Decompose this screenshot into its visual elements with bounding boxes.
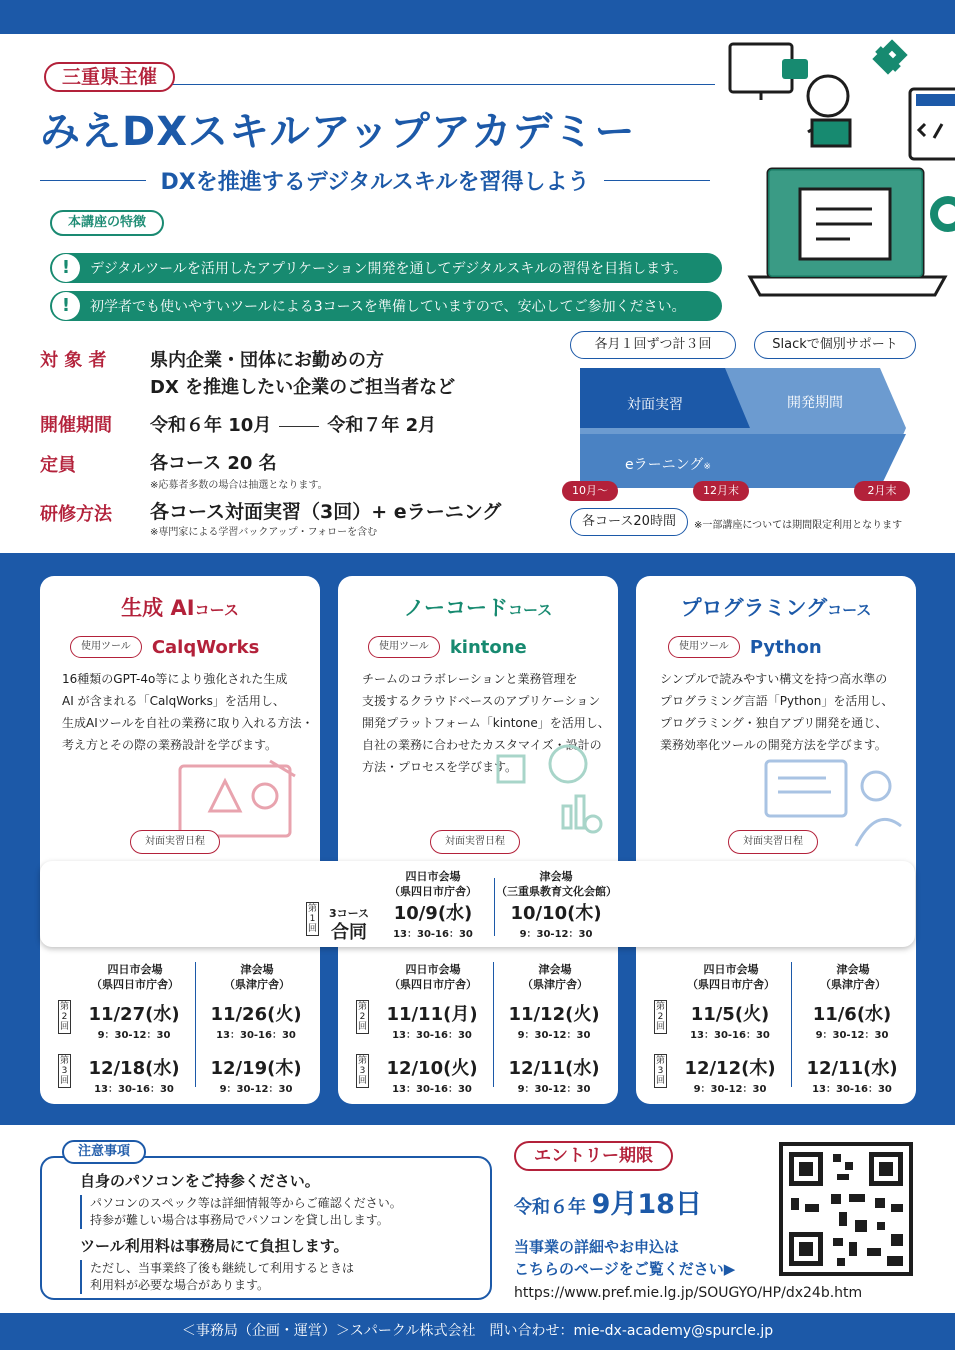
note-body <box>80 1195 480 1229</box>
details-line: 当事業の詳細やお申込は <box>514 1238 680 1256</box>
target-line-1: 県内企業・団体にお勤めの方 <box>150 350 384 371</box>
details-line[interactable]: こちらのページをご覧ください▶ <box>514 1260 736 1278</box>
chat-bubble-icon <box>782 59 808 79</box>
tool-name: Python <box>749 636 822 658</box>
elearning-label <box>625 454 711 474</box>
desc-line: 方法・プロセスを学びます。 <box>362 760 518 774</box>
round-tag: 第3回 <box>655 1056 665 1086</box>
target-label: 対 象 者 <box>40 350 107 371</box>
venue-name: 津会場 <box>240 963 274 976</box>
session-date: 10/10(木) <box>510 903 602 924</box>
subtitle-line-right <box>604 180 710 181</box>
joint-venue-1 <box>378 869 488 940</box>
course-name: 生成 AI <box>121 596 195 620</box>
round-tag: 第2回 <box>655 1002 665 1032</box>
course-title <box>338 592 618 622</box>
column-divider <box>195 962 196 1087</box>
feature-text: 初学者でも使いやすいツールによる3コースを準備していますので、安心してご参加ください。 <box>90 299 686 315</box>
note-line: 持参が難しい場合は事務局でパソコンを貸し出します。 <box>90 1213 389 1227</box>
venue-building: （県四日市庁舎） <box>389 885 477 898</box>
subtitle-line-left <box>40 180 146 181</box>
qr-code[interactable] <box>779 1142 913 1276</box>
round-tag: 第1回 <box>307 904 317 934</box>
joint-label-bottom: 合同 <box>331 922 367 943</box>
venue-building: （県四日市庁舎） <box>687 978 775 991</box>
venue-building: （県四日市庁舎） <box>91 978 179 991</box>
tool-label: 使用ツール <box>368 636 440 658</box>
course-suffix: コース <box>194 601 239 619</box>
face-to-face-label: 対面実習 <box>627 397 683 413</box>
venue-name: 四日市会場 <box>107 963 163 976</box>
course-description <box>660 668 916 756</box>
venue-name: 津会場 <box>836 963 870 976</box>
method-value: 各コース対面実習（3回）+ eラーニング <box>150 501 502 523</box>
session-time: 9：30-12：30 <box>219 1084 293 1095</box>
gear-icon <box>934 200 955 228</box>
session-date: 11/26(火) <box>210 1004 302 1025</box>
method-label: 研修方法 <box>40 504 112 525</box>
desc-line: 16種類のGPT-4o等により強化された生成 <box>62 672 288 686</box>
entry-url[interactable]: https://www.pref.mie.lg.jp/SOUGYO/HP/dx24b.htm <box>514 1285 863 1301</box>
date-start-badge: 10月～ <box>562 481 618 501</box>
slack-pill: Slackで個別サポート <box>754 331 916 359</box>
hours-pill: 各コース20時間 <box>570 508 688 536</box>
session-time: 9：30-12：30 <box>519 929 593 940</box>
feature-text: デジタルツールを活用したアプリケーション開発を通してデジタルスキルの習得を目指します。 <box>90 261 687 277</box>
target-line-2: DX を推進したい企業のご担当者など <box>150 377 456 398</box>
desc-line: AI が含まれる「CalqWorks」を活用し、 <box>62 694 285 708</box>
tool-row <box>368 636 618 658</box>
joint-venue-2 <box>496 869 616 940</box>
course-title <box>636 592 916 622</box>
desc-line: 業務効率化ツールの開発方法を学びます。 <box>660 738 887 752</box>
desc-line: プログラミング言語「Python」を活用し、 <box>660 694 894 708</box>
session-time: 13：30-16：30 <box>690 1030 770 1041</box>
tool-row <box>668 636 916 658</box>
session-date: 12/10(火) <box>386 1058 478 1079</box>
entry-date: 9月18日 <box>591 1189 702 1220</box>
period-dash <box>279 426 319 427</box>
dev-period-label: 開発期間 <box>787 395 843 411</box>
session-time: 13：30-16：30 <box>393 929 473 940</box>
capacity-note: ※応募者多数の場合は抽選となります。 <box>150 480 328 491</box>
course-name: プログラミング <box>680 596 828 620</box>
session-date: 11/12(火) <box>508 1004 600 1025</box>
entry-deadline <box>514 1182 702 1221</box>
period-label: 開催期間 <box>40 415 112 436</box>
person-icon <box>808 76 848 116</box>
round-tag: 第2回 <box>357 1002 367 1032</box>
desc-line: プログラミング・独自アプリ開発を通じ、 <box>660 716 888 730</box>
session-date: 12/11(水) <box>508 1058 600 1079</box>
column-divider <box>791 962 792 1087</box>
timeline-note: ※一部講座については期間限定利用となります <box>694 520 903 531</box>
session-time: 13：30-16：30 <box>812 1084 892 1095</box>
session-date: 11/11(月) <box>386 1004 478 1025</box>
course-suffix: コース <box>827 601 872 619</box>
course-title <box>40 592 320 622</box>
period-start: 令和６年 10月 <box>150 415 272 436</box>
exclamation-icon: ! <box>52 254 80 282</box>
entry-details <box>514 1236 735 1280</box>
date-end-badge: 2月末 <box>854 481 910 501</box>
note-heading: ツール利用料は事務局にて負担します。 <box>80 1237 349 1255</box>
elearning-mark: ※ <box>703 462 711 472</box>
round-tag: 第3回 <box>357 1056 367 1086</box>
session-time: 9：30-12：30 <box>97 1030 171 1041</box>
joint-label-top: 3コース <box>328 907 370 920</box>
title-divider <box>170 84 715 85</box>
session-date: 11/27(水) <box>88 1004 180 1025</box>
nocode-illustration <box>478 736 608 836</box>
venue-building: （県津庁舎） <box>820 978 886 991</box>
venue-building: （三重県教育文化会館） <box>496 885 617 898</box>
desc-line: 支援するクラウドベースのアプリケーション <box>362 694 601 708</box>
tool-row <box>70 636 320 658</box>
venue-name: 四日市会場 <box>703 963 759 976</box>
course-suffix: コース <box>508 601 553 619</box>
session-time: 13：30-16：30 <box>392 1030 472 1041</box>
desc-line: 考え方とその際の業務設計を学びます。 <box>62 738 278 752</box>
venue-name: 津会場 <box>538 963 572 976</box>
organizer-badge: 三重県主催 <box>44 62 175 92</box>
date-mid-badge: 12月末 <box>693 481 749 501</box>
features-label: 本講座の特徴 <box>50 210 164 236</box>
course-description <box>62 668 320 756</box>
tool-label: 使用ツール <box>668 636 740 658</box>
note-line: 利用料が必要な場合があります。 <box>90 1278 270 1292</box>
round-tag: 第3回 <box>59 1056 69 1086</box>
session-date: 10/9(水) <box>393 903 473 924</box>
session-date: 12/19(木) <box>210 1058 302 1079</box>
footer: ＜事務局（企画・運営）＞スパークル株式会社 問い合わせ：mie-dx-academy@spurcle.jp <box>0 1313 955 1350</box>
note-body <box>80 1260 480 1294</box>
subtitle <box>40 165 710 196</box>
period-value <box>150 411 436 437</box>
exclamation-icon: ! <box>52 292 80 320</box>
tool-name: kintone <box>449 636 527 658</box>
method-note: ※専門家による学習バックアップ・フォローを含む <box>150 527 378 538</box>
wrench-icon <box>878 45 902 69</box>
session-date: 11/6(水) <box>812 1004 892 1025</box>
schedule-label: 対面実習日程 <box>430 830 520 854</box>
session-time: 9：30-12：30 <box>693 1084 767 1095</box>
round-tag: 第2回 <box>59 1002 69 1032</box>
page-title: みえDXスキルアップアカデミー <box>40 109 636 155</box>
course-name: ノーコード <box>403 596 509 620</box>
schedule-label: 対面実習日程 <box>728 830 818 854</box>
note-line: ただし、当事業終了後も継続して利用するときは <box>90 1261 355 1275</box>
sessions-pill: 各月１回ずつ計３回 <box>570 331 736 359</box>
session-time: 9：30-12：30 <box>517 1084 591 1095</box>
session-date: 11/5(火) <box>690 1004 770 1025</box>
hero-illustration <box>720 34 955 314</box>
entry-deadline-label: エントリー期限 <box>514 1141 673 1171</box>
session-time: 13：30-16：30 <box>94 1084 174 1095</box>
venue-name: 津会場 <box>539 870 573 883</box>
schedule-nocode <box>338 962 618 1102</box>
session-date: 12/12(木) <box>684 1058 776 1079</box>
desc-line: 自社の業務に合わせたカスタマイズ・設計の <box>362 738 602 752</box>
note-line: パソコンのスペック等は詳細情報等からご確認ください。 <box>90 1196 402 1210</box>
session-time: 13：30-16：30 <box>392 1084 472 1095</box>
capacity-label: 定員 <box>40 455 76 476</box>
session-date: 12/11(水) <box>806 1058 898 1079</box>
feature-item <box>50 253 722 283</box>
venue-name: 四日市会場 <box>405 870 461 883</box>
venue-building: （県津庁舎） <box>522 978 588 991</box>
period-end: 令和７年 2月 <box>327 415 437 436</box>
top-bar <box>0 0 955 34</box>
entry-era: 令和６年 <box>514 1197 586 1218</box>
subtitle-text: DXを推進するデジタルスキルを習得しよう <box>160 170 590 195</box>
column-divider <box>493 962 494 1087</box>
desc-line: チームのコラボレーションと業務管理を <box>362 672 578 686</box>
session-date: 12/18(水) <box>88 1058 180 1079</box>
schedule-ai <box>40 962 320 1102</box>
notes-content <box>80 1170 480 1294</box>
capacity-value: 各コース 20 名 <box>150 453 277 474</box>
schedule-programming <box>636 962 916 1102</box>
feature-item <box>50 291 722 321</box>
desc-line: 生成AIツールを自社の業務に取り入れる方法・ <box>62 716 314 730</box>
elearning-text: eラーニング <box>625 457 704 473</box>
tool-label: 使用ツール <box>70 636 142 658</box>
notes-label: 注意事項 <box>62 1140 146 1164</box>
venue-building: （県四日市庁舎） <box>389 978 477 991</box>
desc-line: シンプルで読みやすい構文を持つ高水準の <box>660 672 888 686</box>
schedule-label: 対面実習日程 <box>130 830 220 854</box>
desc-line: 開発プラットフォーム「kintone」を活用し、 <box>362 716 610 730</box>
session-time: 9：30-12：30 <box>517 1030 591 1041</box>
note-heading: 自身のパソコンをご持参ください。 <box>80 1172 320 1190</box>
venue-building: （県津庁舎） <box>224 978 290 991</box>
tool-name: CalqWorks <box>151 636 260 658</box>
session-time: 9：30-12：30 <box>815 1030 889 1041</box>
venue-name: 四日市会場 <box>405 963 461 976</box>
session-time: 13：30-16：30 <box>216 1030 296 1041</box>
column-divider <box>494 878 495 936</box>
